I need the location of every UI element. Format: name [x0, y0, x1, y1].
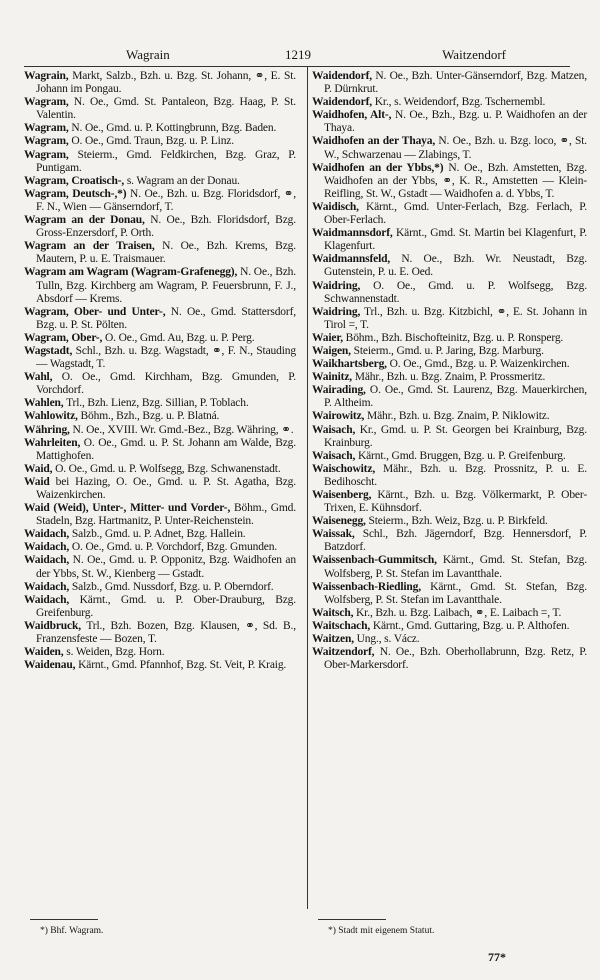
- directory-entry: [312, 96, 587, 109]
- entry-name: Waidendorf,: [312, 96, 373, 109]
- directory-entry: [24, 410, 296, 423]
- directory-entry: [312, 201, 587, 227]
- directory-entry: [312, 332, 587, 345]
- directory-entry: [24, 371, 296, 397]
- directory-entry: [312, 358, 587, 371]
- entry-name: Waidach,: [24, 580, 70, 593]
- entry-name: Waiden,: [24, 646, 64, 659]
- directory-entry: [312, 410, 587, 423]
- directory-entry: [24, 541, 296, 554]
- directory-entry: [312, 371, 587, 384]
- directory-entry: [312, 384, 587, 410]
- entry-text: Trl., Bzh. Lienz, Bzg. Sillian, P. Toblach.: [63, 397, 249, 410]
- entry-text: Salzb., Gmd. Nussdorf, Bzg. u. P. Oberndorf.: [69, 580, 274, 593]
- entry-name: Waidmannsdorf,: [312, 227, 393, 240]
- directory-entry: [312, 162, 587, 201]
- entry-name: Waissenbach-Riedling,: [312, 580, 421, 593]
- entry-text: Kärnt., Gmd. Bruggen, Bzg. u. P. Greifenburg.: [355, 449, 566, 462]
- entry-text: Kärnt., Gmd. u. P. Ober-Drauburg, Bzg. Greifenburg.: [36, 593, 296, 619]
- footnote-right: *) Stadt mit eigenem Statut.: [328, 926, 435, 936]
- column-divider: [307, 67, 308, 909]
- directory-entry: [24, 437, 296, 463]
- entry-text: Schl., Bzh. Jägerndorf, Bzg. Hennersdorf, P. Batzdorf.: [324, 528, 587, 554]
- entry-name: Wagram,: [24, 122, 69, 135]
- directory-entry: [24, 594, 296, 620]
- entry-text: N. Oe., Bzh. Floridsdorf, Bzg. Gross-Enzersdorf, P. Orth.: [36, 214, 296, 240]
- directory-entry: [312, 515, 587, 528]
- entry-name: Wagrain,: [24, 70, 69, 82]
- entry-text: Kärnt., Gmd. Pfannhof, Bzg. St. Veit, P. Kraig.: [75, 659, 287, 672]
- entry-text: O. Oe., Gmd. u. P. Wolfsegg, Bzg. Schwannenstadt.: [324, 279, 587, 305]
- entry-name: Wagram, Deutsch-,*): [24, 187, 127, 200]
- directory-entry: [24, 214, 296, 240]
- directory-entry: [24, 175, 296, 188]
- entry-text: Markt, Salzb., Bzh. u. Bzg. St. Johann, ⚭, E. St. Johann im Pongau.: [36, 70, 296, 96]
- directory-entry: [312, 306, 587, 332]
- entry-text: N. Oe., Bzh., Bzg. u. P. Waidhofen an der Thaya.: [324, 109, 587, 135]
- directory-entry: [24, 554, 296, 580]
- directory-entry: [24, 581, 296, 594]
- entry-name: Waidendorf,: [312, 70, 373, 82]
- directory-entry: [312, 581, 587, 607]
- entry-name: Waischowitz,: [312, 462, 376, 475]
- directory-entry: [24, 122, 296, 135]
- directory-entry: [312, 135, 587, 161]
- entry-name: Waidach,: [24, 541, 70, 554]
- entry-name: Wagram, Croatisch-,: [24, 174, 125, 187]
- directory-entry: [24, 149, 296, 175]
- entry-name: Waid,: [24, 462, 53, 475]
- entry-name: Waidring,: [312, 279, 361, 292]
- entry-name: Waitsch,: [312, 606, 354, 619]
- entry-text: N. Oe., Bzh. Unter-Gänserndorf, Bzg. Matzen, P. Dürnkrut.: [324, 70, 587, 96]
- directory-entry: [312, 424, 587, 450]
- entry-name: Waitzen,: [312, 633, 354, 646]
- directory-entry: [24, 476, 296, 502]
- entry-text: Mähr., Bzh. u. Bzg. Znaim, P. Niklowitz.: [364, 410, 550, 423]
- header-left-keyword: Wagrain: [126, 47, 170, 62]
- entry-name: Waidenau,: [24, 659, 76, 672]
- footnote-left: *) Bhf. Wagram.: [40, 926, 104, 936]
- directory-entry: [312, 620, 587, 633]
- left-column: [24, 70, 296, 672]
- header-right-keyword: Waitzendorf: [442, 47, 506, 62]
- directory-entry: [312, 463, 587, 489]
- entry-name: Waidring,: [312, 305, 361, 318]
- entry-name: Wagram,: [24, 96, 69, 109]
- directory-entry: [312, 109, 587, 135]
- directory-entry: [24, 345, 296, 371]
- entry-name: Waidhofen an der Thaya,: [312, 135, 436, 148]
- entry-name: Waisenberg,: [312, 489, 372, 501]
- entry-text: Kr., s. Weidendorf, Bzg. Tschernembl.: [372, 96, 546, 109]
- entry-name: Waisach,: [312, 423, 356, 436]
- entry-text: s. Weiden, Bzg. Horn.: [63, 646, 165, 659]
- entry-name: Waidach,: [24, 554, 70, 567]
- entry-name: Waid (Weid), Unter-, Mitter- und Vorder-,: [24, 502, 231, 515]
- entry-text: Böhm., Gmd. Stadeln, Bzg. Hartmanitz, P. Unter-Reichenstein.: [36, 502, 296, 528]
- entry-name: Wagstadt,: [24, 344, 73, 357]
- directory-entry: [312, 253, 587, 279]
- entry-text: Böhm., Bzh. Bischofteinitz, Bzg. u. P. Ronsperg.: [342, 331, 564, 344]
- entry-text: N. Oe., Bzh. Amstetten, Bzg. Waidhofen an der Ybbs, ⚭, K. R., Amstetten — Klein-Reifling, St. W., Gstadt — Waidhofen a. d. Ybbs, T.: [324, 161, 587, 200]
- entry-text: O. Oe., Gmd. u. P. Vorchdorf, Bzg. Gmunden.: [69, 541, 278, 554]
- entry-text: Kärnt., Gmd. St. Martin bei Klagenfurt, P. Klagenfurt.: [324, 227, 587, 253]
- entry-name: Waid: [24, 475, 50, 488]
- directory-entry: [24, 397, 296, 410]
- entry-text: Kärnt., Gmd. St. Stefan, Bzg. Wolfsberg, P. St. Stefan im Lavantthale.: [324, 554, 587, 580]
- entry-name: Wahl,: [24, 371, 53, 384]
- directory-entry: [312, 227, 587, 253]
- entry-name: Waidmannsfeld,: [312, 253, 391, 266]
- directory-entry: [312, 633, 587, 646]
- directory-entry: [24, 659, 296, 672]
- entry-name: Waidach,: [24, 593, 70, 606]
- entry-name: Wagram, Ober-,: [24, 331, 103, 344]
- entry-text: O. Oe., Gmd. Au, Bzg. u. P. Perg.: [102, 331, 255, 344]
- right-column: [312, 70, 587, 672]
- entry-text: N. Oe., Bzh. Oberhollabrunn, Bzg. Retz, P. Ober-Markersdorf.: [324, 646, 587, 672]
- entry-text: Kärnt., Gmd. Unter-Ferlach, Bzg. Ferlach, P. Ober-Ferlach.: [324, 200, 587, 227]
- entry-text: Böhm., Bzh., Bzg. u. P. Blatná.: [77, 410, 220, 423]
- entry-name: Wairowitz,: [312, 410, 365, 423]
- entry-text: Trl., Bzh. u. Bzg. Kitzbichl, ⚭, E. St. Johann in Tirol =, T.: [324, 305, 587, 331]
- header-rule: [24, 66, 570, 67]
- entry-name: Wagram an der Traisen,: [24, 240, 155, 253]
- entry-name: Waidhofen, Alt-,: [312, 109, 392, 122]
- entry-text: Kärnt., Bzh. u. Bzg. Völkermarkt, P. Ober-Trixen, E. Kühnsdorf.: [324, 489, 587, 515]
- entry-text: Kr., Bzh. u. Bzg. Laibach, ⚭, E. Laibach =, T.: [353, 606, 562, 619]
- directory-entry: [312, 646, 587, 672]
- directory-entry: [24, 620, 296, 646]
- directory-entry: [24, 96, 296, 122]
- entry-name: Waisenegg,: [312, 515, 366, 528]
- directory-entry: [24, 240, 296, 266]
- entry-text: N. Oe., Bzh. u. Bzg. loco, ⚭, St. W., Schwarzenau — Zlabings, T.: [324, 135, 587, 161]
- entry-text: O. Oe., Gmd. Traun, Bzg. u. P. Linz.: [68, 135, 234, 148]
- entry-text: N. Oe., Gmd. Stattersdorf, Bzg. u. P. St. Pölten.: [36, 305, 296, 331]
- entry-text: N. Oe., Bzh. Tulln, Bzg. Kirchberg am Wagram, P. Feuersbrunn, F. J., Absdorf — Krems.: [36, 266, 296, 305]
- directory-entry: [312, 489, 587, 515]
- entry-text: N. Oe., Bzh. u. Bzg. Floridsdorf, ⚭, F. N., Wien — Gänserndorf, T.: [36, 187, 296, 213]
- entry-name: Wairading,: [312, 384, 366, 397]
- entry-text: Schl., Bzh. u. Bzg. Wagstadt, ⚭, F. N., Stauding — Wagstadt, T.: [36, 344, 296, 371]
- entry-text: O. Oe., Gmd., Bzg. u. P. Waizenkirchen.: [386, 358, 570, 371]
- entry-text: Mähr., Bzh. u. Bzg. Znaim, P. Prossmeritz.: [352, 371, 546, 384]
- directory-entry: [312, 280, 587, 306]
- directory-entry: [24, 502, 296, 528]
- directory-entry: [312, 554, 587, 580]
- entry-name: Waikhartsberg,: [312, 358, 387, 371]
- entry-name: Waidach,: [24, 528, 70, 541]
- entry-name: Waigen,: [312, 344, 351, 357]
- directory-entry: [312, 528, 587, 554]
- directory-entry: [24, 332, 296, 345]
- entry-text: O. Oe., Gmd. Kirchham, Bzg. Gmunden, P. Vorchdorf.: [36, 371, 296, 397]
- entry-name: Waier,: [312, 331, 343, 344]
- entry-name: Wahlen,: [24, 397, 64, 410]
- directory-entry: [24, 135, 296, 148]
- entry-text: Ung., s. Vácz.: [353, 633, 420, 646]
- directory-entry: [312, 450, 587, 463]
- entry-name: Wagram an der Donau,: [24, 214, 145, 227]
- entry-name: Waitschach,: [312, 619, 371, 632]
- entry-name: Waisach,: [312, 449, 356, 462]
- entry-name: Waidbruck,: [24, 619, 81, 632]
- entry-text: N. Oe., Bzh. Krems, Bzg. Mautern, P. u. E. Traismauer.: [36, 240, 296, 266]
- entry-text: Salzb., Gmd. u. P. Adnet, Bzg. Hallein.: [69, 528, 246, 541]
- footnote-rule-left: [30, 919, 98, 920]
- entry-text: Mähr., Bzh. u. Bzg. Prossnitz, P. u. E. Bedihoscht.: [324, 462, 587, 488]
- entry-text: N. Oe., Gmd. St. Pantaleon, Bzg. Haag, P. St. Valentin.: [36, 96, 296, 122]
- entry-text: N. Oe., Bzh. Wr. Neustadt, Bzg. Gutenstein, P. u. E. Oed.: [324, 253, 587, 279]
- entry-name: Wahlowitz,: [24, 410, 78, 423]
- directory-entry: [312, 607, 587, 620]
- directory-entry: [24, 188, 296, 214]
- entry-name: Waissenbach-Gummitsch,: [312, 554, 437, 567]
- entry-name: Währing,: [24, 423, 70, 436]
- page-number: 1219: [285, 47, 311, 62]
- entry-text: Steierm., Gmd. u. P. Jaring, Bzg. Marburg.: [350, 344, 544, 357]
- footnote-rule-right: [318, 919, 386, 920]
- entry-text: N. Oe., Gmd. u. P. Kottingbrunn, Bzg. Baden.: [68, 122, 277, 135]
- signature-mark: 77*: [488, 950, 506, 964]
- entry-text: Kärnt., Gmd. Guttaring, Bzg. u. P. Althofen.: [370, 619, 570, 632]
- entry-name: Wahrleiten,: [24, 436, 81, 449]
- entry-name: Waidhofen an der Ybbs,*): [312, 161, 444, 174]
- entry-name: Waidisch,: [312, 200, 359, 213]
- entry-name: Wainitz,: [312, 371, 353, 384]
- directory-entry: [24, 306, 296, 332]
- entry-name: Wagram, Ober- und Unter-,: [24, 305, 166, 318]
- directory-entry: [24, 646, 296, 659]
- entry-text: Steierm., Bzh. Weiz, Bzg. u. P. Birkfeld.: [365, 515, 548, 528]
- entry-text: N. Oe., Gmd. u. P. Opponitz, Bzg. Waidhofen an der Ybbs, St. W., Kienberg — Gstadt.: [36, 554, 296, 580]
- entry-name: Wagram am Wagram (Wagram-Grafenegg),: [24, 266, 238, 279]
- entry-name: Wagram,: [24, 135, 69, 148]
- entry-text: Kärnt., Gmd. St. Stefan, Bzg. Wolfsberg, P. St. Stefan im Lavantthale.: [324, 580, 587, 606]
- directory-entry: [312, 70, 587, 96]
- entry-name: Waitzendorf,: [312, 646, 375, 659]
- directory-entry: [24, 266, 296, 305]
- entry-text: bei Hazing, O. Oe., Gmd. u. P. St. Agatha, Bzg. Waizenkirchen.: [36, 475, 296, 501]
- entry-text: Kr., Gmd. u. P. St. Georgen bei Krainburg, Bzg. Krainburg.: [324, 423, 587, 449]
- entry-text: N. Oe., XVIII. Wr. Gmd.-Bez., Bzg. Währing, ⚭.: [69, 423, 294, 436]
- running-header: [26, 47, 570, 65]
- directory-entry: [24, 70, 296, 96]
- directory-entry: [24, 528, 296, 541]
- entry-name: Wagram,: [24, 148, 69, 161]
- entry-text: Steierm., Gmd. Feldkirchen, Bzg. Graz, P. Puntigam.: [36, 148, 296, 174]
- entry-text: O. Oe., Gmd. St. Laurenz, Bzg. Mauerkirchen, P. Altheim.: [324, 384, 587, 410]
- directory-entry: [24, 463, 296, 476]
- entry-name: Waissak,: [312, 528, 355, 541]
- entry-text: s. Wagram an der Donau.: [124, 174, 240, 187]
- entry-text: Trl., Bzh. Bozen, Bzg. Klausen, ⚭, Sd. B., Franzensfeste — Bozen, T.: [36, 619, 296, 646]
- entry-text: O. Oe., Gmd. u. P. Wolfsegg, Bzg. Schwanenstadt.: [52, 462, 281, 475]
- directory-entry: [312, 345, 587, 358]
- directory-entry: [24, 424, 296, 437]
- entry-text: O. Oe., Gmd. u. P. St. Johann am Walde, Bzg. Mattighofen.: [36, 436, 296, 462]
